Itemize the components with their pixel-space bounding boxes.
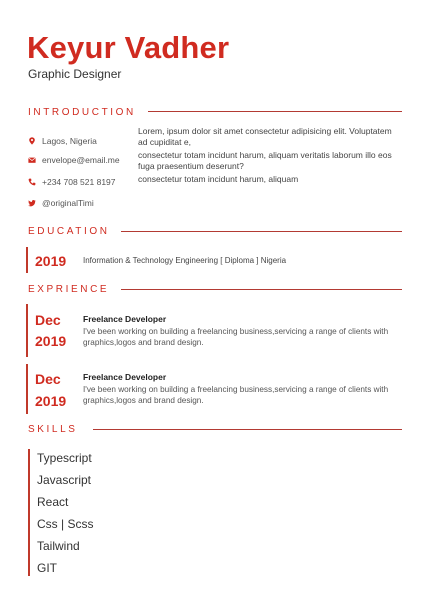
skill-item: Typescript	[37, 451, 92, 465]
skill-item: Javascript	[37, 473, 92, 487]
experience-role: Freelance Developer	[83, 372, 167, 382]
contact-location-text: Lagos, Nigeria	[42, 136, 97, 146]
section-title-introduction: INTRODUCTION	[28, 107, 136, 118]
intro-paragraph: Lorem, ipsum dolor sit amet consectetur adipisicing elit. Voluptatem ad cupiditat e,	[138, 126, 392, 147]
experience-month: Dec	[35, 312, 61, 328]
contact-twitter	[28, 198, 94, 208]
experience-year: 2019	[35, 393, 67, 409]
section-title-skills: SKILLS	[28, 424, 78, 435]
contact-email	[28, 155, 120, 165]
job-title: Graphic Designer	[28, 67, 122, 81]
experience-year: 2019	[35, 333, 67, 349]
section-divider	[93, 429, 402, 430]
section-title-experience: EXPRIENCE	[28, 284, 110, 295]
experience-accent-bar	[26, 304, 28, 357]
skill-item: GIT	[37, 561, 57, 575]
contact-twitter-text: @originalTimi	[42, 198, 94, 208]
contact-phone-text: +234 708 521 8197	[42, 177, 116, 187]
experience-accent-bar	[26, 364, 28, 414]
envelope-icon	[28, 156, 36, 164]
map-pin-icon	[28, 137, 36, 145]
experience-role: Freelance Developer	[83, 314, 167, 324]
skills-accent-bar	[28, 449, 30, 576]
section-divider	[121, 231, 402, 232]
introduction-text	[138, 126, 400, 187]
experience-month: Dec	[35, 371, 61, 387]
experience-description: I've been working on building a freelancing business,servicing a range of clients with graphics,logos and brand design.	[83, 385, 389, 405]
section-title-education: EDUCATION	[28, 226, 110, 237]
intro-paragraph: consectetur totam incidunt harum, aliquam veritatis laborum illo eos fuga praesentium deserunt?	[138, 150, 392, 171]
education-accent-bar	[26, 247, 28, 273]
section-divider	[121, 289, 402, 290]
contact-location	[28, 136, 97, 146]
contact-email-text: envelope@email.me	[42, 155, 120, 165]
experience-description: I've been working on building a freelancing business,servicing a range of clients with graphics,logos and brand design.	[83, 327, 389, 347]
skill-item: Tailwind	[37, 539, 80, 553]
section-divider	[148, 111, 402, 112]
skill-item: Css | Scss	[37, 517, 94, 531]
resume-name: Keyur Vadher	[27, 30, 230, 65]
intro-paragraph: consectetur totam incidunt harum, aliquam	[138, 174, 299, 184]
twitter-icon	[28, 199, 36, 207]
education-description: Information & Technology Engineering [ Diploma ] Nigeria	[83, 256, 287, 265]
skill-item: React	[37, 495, 69, 509]
education-year: 2019	[35, 253, 67, 269]
phone-icon	[28, 178, 36, 186]
contact-phone	[28, 177, 116, 187]
